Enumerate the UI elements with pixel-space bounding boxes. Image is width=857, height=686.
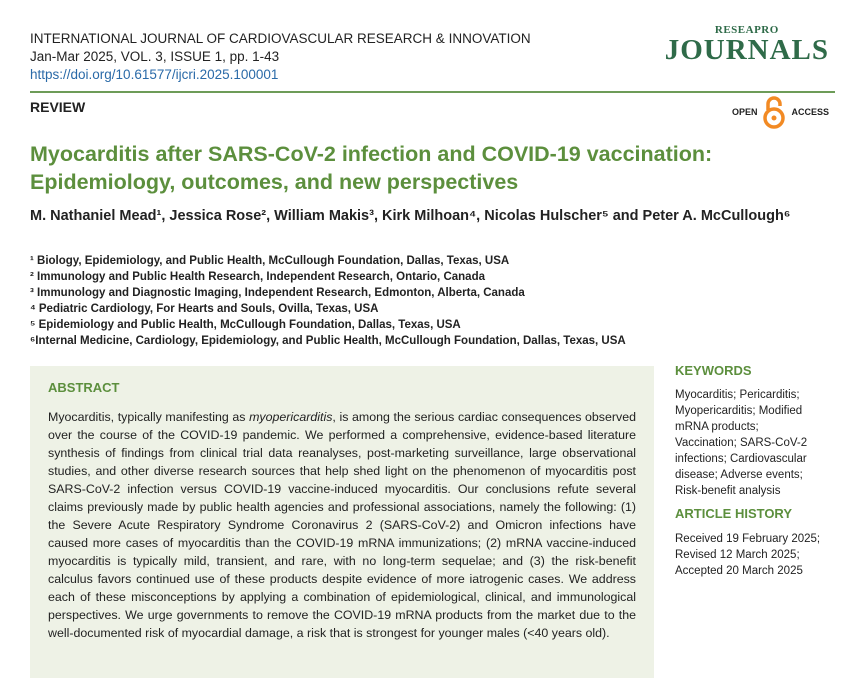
access-label: ACCESS — [791, 107, 829, 117]
issue-info: Jan-Mar 2025, VOL. 3, ISSUE 1, pp. 1-43 — [30, 49, 280, 64]
header-divider — [30, 91, 835, 93]
article-history-heading: ARTICLE HISTORY — [675, 506, 793, 521]
keyword-line: infections; Cardiovascular — [675, 453, 807, 465]
history-line: Revised 12 March 2025; — [675, 549, 800, 561]
open-access-lock-icon — [761, 95, 787, 129]
logo-word: JOURNALS — [664, 34, 829, 66]
keywords-list — [675, 387, 835, 499]
history-line: Received 19 February 2025; — [675, 533, 821, 545]
affiliation-item: ⁶Internal Medicine, Cardiology, Epidemiology, and Public Health, McCullough Foundation, Dallas, Texas, USA — [30, 335, 626, 347]
open-label: OPEN — [731, 107, 758, 117]
history-line: Accepted 20 March 2025 — [675, 565, 803, 577]
keyword-line: mRNA products; — [675, 421, 759, 433]
journal-logo — [665, 24, 829, 64]
affiliation-list — [30, 253, 626, 349]
article-history-panel — [675, 506, 835, 579]
journal-header — [30, 30, 531, 84]
journal-name: INTERNATIONAL JOURNAL OF CARDIOVASCULAR RESEARCH & INNOVATION — [30, 31, 531, 46]
abstract-box — [30, 366, 654, 678]
keyword-line: Myopericarditis; Modified — [675, 405, 803, 417]
affiliation-item: ⁴ Pediatric Cardiology, For Hearts and Souls, Ovilla, Texas, USA — [30, 303, 379, 315]
affiliation-item: ¹ Biology, Epidemiology, and Public Health, McCullough Foundation, Dallas, Texas, USA — [30, 255, 510, 267]
keyword-line: disease; Adverse events; — [675, 469, 803, 481]
affiliation-item: ² Immunology and Public Health Research, Independent Research, Ontario, Canada — [30, 271, 485, 283]
abstract-italic-term: myopericarditis — [249, 410, 333, 424]
affiliation-item: ⁵ Epidemiology and Public Health, McCullough Foundation, Dallas, Texas, USA — [30, 319, 461, 331]
abstract-text-start: Myocarditis, typically manifesting as — [48, 410, 250, 424]
keyword-line: Myocarditis; Pericarditis; — [675, 389, 800, 401]
abstract-text — [48, 408, 636, 642]
keyword-line: Risk-benefit analysis — [675, 485, 781, 497]
open-access-badge — [732, 95, 829, 129]
affiliation-item: ³ Immunology and Diagnostic Imaging, Independent Research, Edmonton, Alberta, Canada — [30, 287, 525, 299]
abstract-heading: ABSTRACT — [48, 380, 120, 395]
doi-link[interactable]: https://doi.org/10.61577/ijcri.2025.100001 — [30, 67, 279, 82]
keywords-panel — [675, 363, 835, 499]
keyword-line: Vaccination; SARS-CoV-2 — [675, 437, 808, 449]
keywords-heading: KEYWORDS — [675, 363, 752, 378]
article-type: REVIEW — [30, 99, 86, 115]
abstract-text-rest: , is among the serious cardiac consequences observed over the course of the COVID-19 pandemic. We performed a comprehensive, evidence-based literature synthesis of findings from clinical trial data reanalyses, post-marketing surveillance, large observational studies, and other diverse research sources that help shed light on the phenomenon of myocarditis post SARS-CoV-2 infection versus COVID-19 vaccine-induced myocarditis. Our conclusions refute several claims previously made by public health agencies and professional associations, namely the following: (1) the Severe Acute Respiratory Syndrome Coronavirus 2 (SARS-CoV-2) and Omicron infections have caused more cases of myocarditis than the COVID-19 mRNA immunizations; (2) mRNA vaccine-induced myocarditis is typically mild, transient, and rare, with no long-term sequelae; and (3) the risk-benefit calculus favors continued use of these products despite evidence of more iatrogenic cases. We address each of these misconceptions by applying a combination of epidemiological, clinical, and immunological perspectives. We urge governments to remove the COVID-19 mRNA products from the market due to the well-documented risk of myocardial damage, a risk that is strongest for younger males (<40 years old). — [48, 410, 637, 640]
logo-top-text: RESEAPRO — [714, 24, 779, 36]
author-list: M. Nathaniel Mead¹, Jessica Rose², William Makis³, Kirk Milhoan⁴, Nicolas Hulscher⁵ and Peter A. McCullough⁶ — [30, 208, 791, 224]
article-title: Myocarditis after SARS-CoV-2 infection and COVID-19 vaccination: Epidemiology, outcomes, and new perspectives — [30, 142, 713, 194]
article-history-list — [675, 531, 835, 579]
